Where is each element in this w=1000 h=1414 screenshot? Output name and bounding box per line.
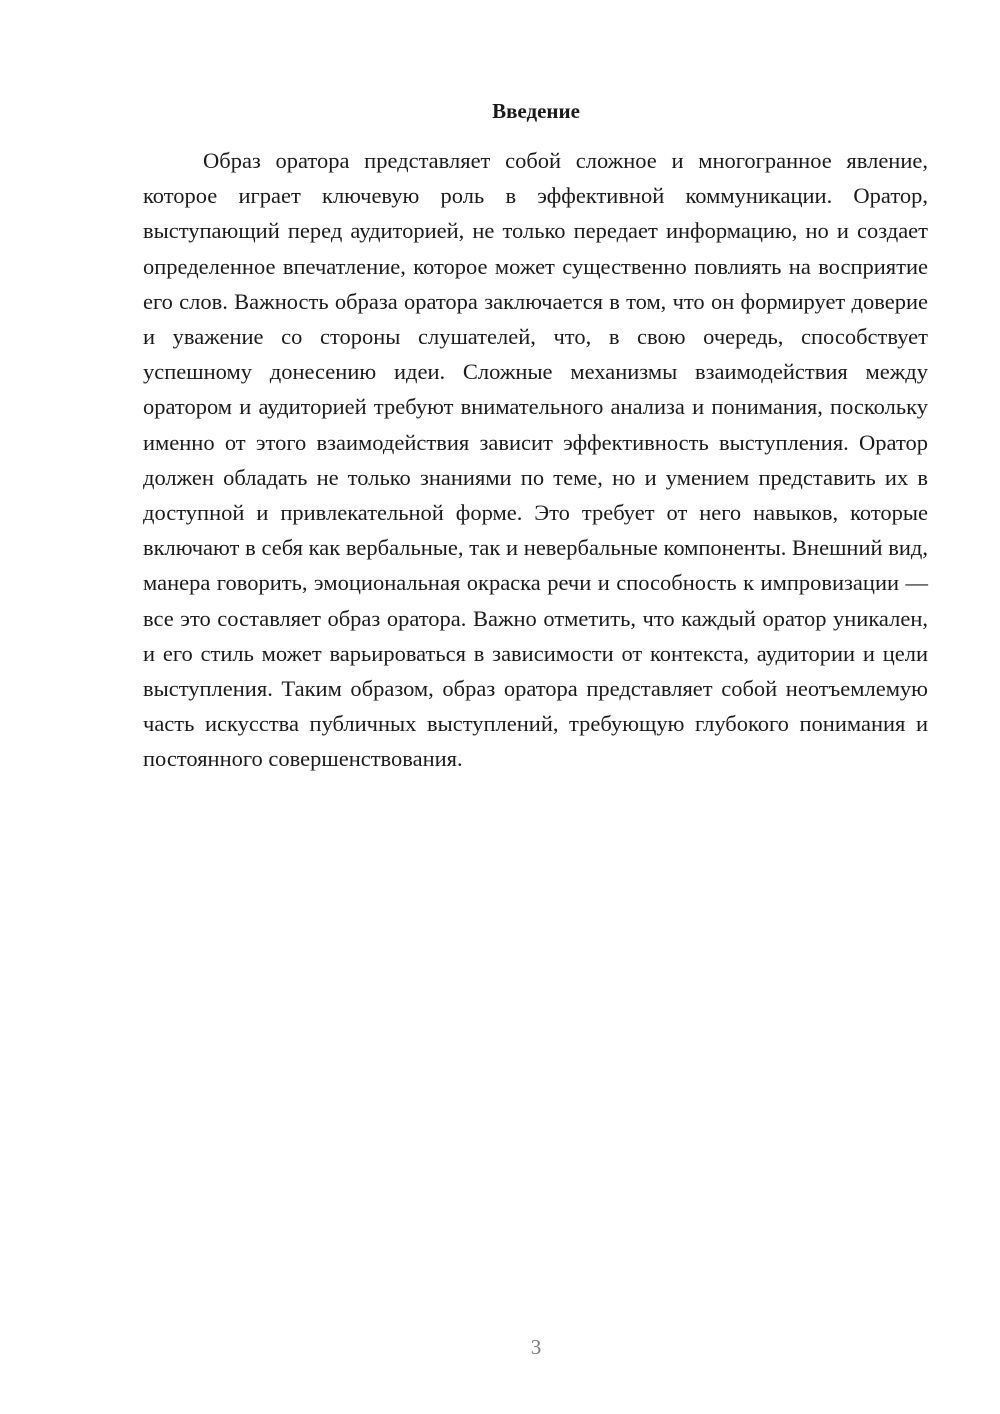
page-number: 3 [530, 1335, 542, 1359]
section-heading: Введение [492, 99, 580, 123]
introduction-paragraph: Образ оратора представляет собой сложное и многогранное явление, которое играет ключевую роль в эффективной коммуникации. Оратор, выступающий перед аудиторией, не только передает информацию, но и создает определенное впечатление, которое может существенно повлиять на восприятие его слов. Важность образа оратора заключается в том, что он формирует доверие и уважение со стороны слушателей, что, в свою очередь, способствует успешному донесению идеи. Сложные механизмы взаимодействия между оратором и аудиторией требуют внимательного анализа и понимания, поскольку именно от этого взаимодействия зависит эффективность выступления. Оратор должен обладать не только знаниями по теме, но и умением представить их в доступной и привлекательной форме. Это требует от него навыков, которые включают в себя как вербальные, так и невербальные компоненты. Внешний вид, манера говорить, эмоциональная окраска речи и способность к импровизации — все это составляет образ оратора. Важно отметить, что каждый оратор уникален, и его стиль может варьироваться в зависимости от контекста, аудитории и цели выступления. Таким образом, образ оратора представляет собой неотъемлемую часть искусства публичных выступлений, требующую глубокого понимания и постоянного совершенствования. [143, 148, 928, 772]
